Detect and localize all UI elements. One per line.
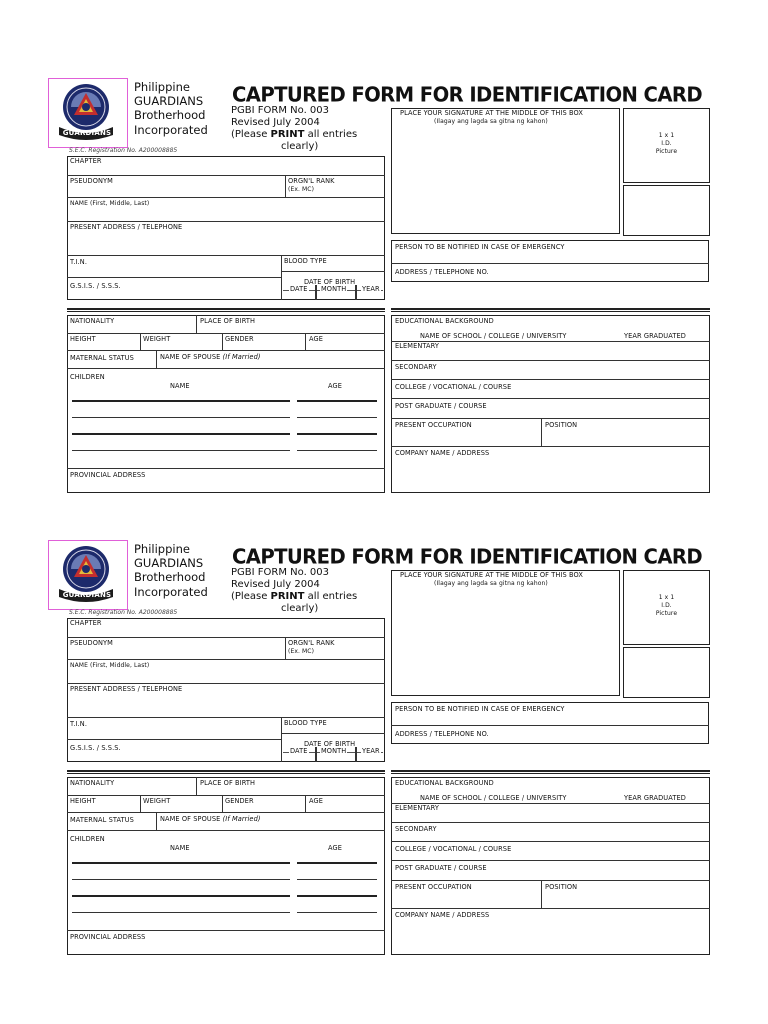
form-title: CAPTURED FORM FOR IDENTIFICATION CARD [232, 82, 703, 107]
id-card-form [0, 78, 768, 540]
college-label: COLLEGE / VOCATIONAL / COURSE [395, 383, 512, 391]
provincial-address-label: PROVINCIAL ADDRESS [70, 471, 146, 479]
education-label: EDUCATIONAL BACKGROUND [395, 779, 494, 787]
org-line-3: Brotherhood [134, 108, 206, 123]
rank-label: ORGN'L RANK [288, 639, 335, 647]
marital-status-label: MATERNAL STATUS [70, 354, 134, 362]
second-picture-box[interactable] [623, 647, 710, 698]
spouse-label: NAME OF SPOUSE (If Married) [160, 353, 261, 361]
organization-name [134, 80, 208, 137]
secondary-label: SECONDARY [395, 825, 437, 833]
child-age-header: AGE [328, 382, 342, 390]
child-name-header: NAME [170, 382, 190, 390]
logo-frame [48, 540, 128, 610]
marital-status-label: MATERNAL STATUS [70, 816, 134, 824]
picture-label: Picture [655, 148, 678, 155]
signature-sublabel: (Ilagay ang lagda sa gitna ng kahon) [434, 580, 548, 587]
dob-year-label: YEAR [362, 285, 380, 293]
year-graduated-header: YEAR GRADUATED [624, 332, 686, 340]
sec-registration: S.E.C. Registration No. A200008885 [69, 609, 178, 616]
postgrad-label: POST GRADUATE / COURSE [395, 864, 487, 872]
form-number: PGBI FORM No. 003 [231, 567, 330, 578]
form-title: CAPTURED FORM FOR IDENTIFICATION CARD [232, 544, 703, 569]
revision-date: Revised July 2004 [231, 117, 320, 128]
rank-example: (Ex. MC) [288, 186, 315, 193]
children-label: CHILDREN [70, 835, 105, 843]
signature-label: PLACE YOUR SIGNATURE AT THE MIDDLE OF THIS BOX [400, 571, 583, 579]
print-instruction: (Please PRINT all entries [231, 129, 358, 140]
child-name-header: NAME [170, 844, 190, 852]
pseudonym-label: PSEUDONYM [70, 177, 113, 185]
pseudonym-label: PSEUDONYM [70, 639, 113, 647]
age-label: AGE [309, 335, 323, 343]
signature-label: PLACE YOUR SIGNATURE AT THE MIDDLE OF THIS BOX [400, 109, 583, 117]
org-line-1: Philippine [134, 80, 190, 94]
org-line-3: Brotherhood [134, 570, 206, 585]
signature-box[interactable] [391, 570, 620, 696]
org-line-2: GUARDIANS [134, 556, 204, 571]
form-number: PGBI FORM No. 003 [231, 105, 330, 116]
company-label: COMPANY NAME / ADDRESS [395, 449, 490, 457]
print-instruction-2: clearly) [281, 141, 319, 152]
education-label: EDUCATIONAL BACKGROUND [395, 317, 494, 325]
picture-size-label: 1 x 1 [658, 594, 675, 601]
form-info [231, 105, 357, 153]
picture-label: Picture [655, 610, 678, 617]
secondary-label: SECONDARY [395, 363, 437, 371]
print-instruction-2: clearly) [281, 603, 319, 614]
dob-label: DATE OF BIRTH [304, 278, 356, 286]
picture-id-label: I.D. [661, 140, 672, 147]
second-picture-box[interactable] [623, 185, 710, 236]
height-label: HEIGHT [70, 797, 96, 805]
sec-registration: S.E.C. Registration No. A200008885 [69, 147, 178, 154]
postgrad-label: POST GRADUATE / COURSE [395, 402, 487, 410]
emergency-label: PERSON TO BE NOTIFIED IN CASE OF EMERGENCY [395, 243, 565, 251]
chapter-label: CHAPTER [70, 619, 102, 627]
dob-month-label: MONTH [321, 747, 347, 755]
school-header: NAME OF SCHOOL / COLLEGE / UNIVERSITY [420, 332, 567, 340]
position-label: POSITION [545, 421, 578, 429]
name-label: NAME (First, Middle, Last) [70, 200, 150, 207]
spouse-label: NAME OF SPOUSE (If Married) [160, 815, 261, 823]
picture-id-label: I.D. [661, 602, 672, 609]
weight-label: WEIGHT [143, 797, 171, 805]
height-label: HEIGHT [70, 335, 96, 343]
tin-label: T.I.N. [70, 720, 88, 728]
age-label: AGE [309, 797, 323, 805]
college-label: COLLEGE / VOCATIONAL / COURSE [395, 845, 512, 853]
emergency-address-label: ADDRESS / TELEPHONE NO. [395, 730, 489, 738]
tin-label: T.I.N. [70, 258, 88, 266]
gender-label: GENDER [225, 797, 254, 805]
organization-name [134, 542, 208, 599]
emergency-address-label: ADDRESS / TELEPHONE NO. [395, 268, 489, 276]
company-label: COMPANY NAME / ADDRESS [395, 911, 490, 919]
address-label: PRESENT ADDRESS / TELEPHONE [70, 685, 183, 693]
signature-box[interactable] [391, 108, 620, 234]
birthplace-label: PLACE OF BIRTH [200, 317, 256, 325]
form-info [231, 567, 357, 615]
child-age-header: AGE [328, 844, 342, 852]
dob-label: DATE OF BIRTH [304, 740, 356, 748]
dob-year-label: YEAR [362, 747, 380, 755]
rank-label: ORGN'L RANK [288, 177, 335, 185]
logo-text: GUARDIANS [62, 591, 112, 599]
blood-type-label: BLOOD TYPE [284, 257, 327, 265]
org-line-4: Incorporated [134, 584, 208, 599]
dob-date-label: DATE [290, 747, 308, 755]
logo-frame [48, 78, 128, 148]
gender-label: GENDER [225, 335, 254, 343]
revision-date: Revised July 2004 [231, 579, 320, 590]
gsis-label: G.S.I.S. / S.S.S. [70, 744, 121, 752]
address-label: PRESENT ADDRESS / TELEPHONE [70, 223, 183, 231]
rank-example: (Ex. MC) [288, 648, 315, 655]
gsis-label: G.S.I.S. / S.S.S. [70, 282, 121, 290]
org-line-2: GUARDIANS [134, 94, 204, 109]
print-instruction: (Please PRINT all entries [231, 591, 358, 602]
position-label: POSITION [545, 883, 578, 891]
nationality-label: NATIONALITY [70, 779, 115, 787]
org-line-1: Philippine [134, 542, 190, 556]
blood-type-label: BLOOD TYPE [284, 719, 327, 727]
elementary-label: ELEMENTARY [395, 804, 440, 812]
occupation-label: PRESENT OCCUPATION [395, 421, 472, 429]
occupation-label: PRESENT OCCUPATION [395, 883, 472, 891]
children-label: CHILDREN [70, 373, 105, 381]
dob-month-label: MONTH [321, 285, 347, 293]
dob-date-label: DATE [290, 285, 308, 293]
nationality-label: NATIONALITY [70, 317, 115, 325]
elementary-label: ELEMENTARY [395, 342, 440, 350]
signature-sublabel: (Ilagay ang lagda sa gitna ng kahon) [434, 118, 548, 125]
emergency-label: PERSON TO BE NOTIFIED IN CASE OF EMERGENCY [395, 705, 565, 713]
logo-text: GUARDIANS [62, 129, 112, 137]
name-label: NAME (First, Middle, Last) [70, 662, 150, 669]
weight-label: WEIGHT [143, 335, 171, 343]
year-graduated-header: YEAR GRADUATED [624, 794, 686, 802]
chapter-label: CHAPTER [70, 157, 102, 165]
org-line-4: Incorporated [134, 122, 208, 137]
provincial-address-label: PROVINCIAL ADDRESS [70, 933, 146, 941]
school-header: NAME OF SCHOOL / COLLEGE / UNIVERSITY [420, 794, 567, 802]
id-card-form [0, 540, 768, 1002]
picture-size-label: 1 x 1 [658, 132, 675, 139]
birthplace-label: PLACE OF BIRTH [200, 779, 256, 787]
